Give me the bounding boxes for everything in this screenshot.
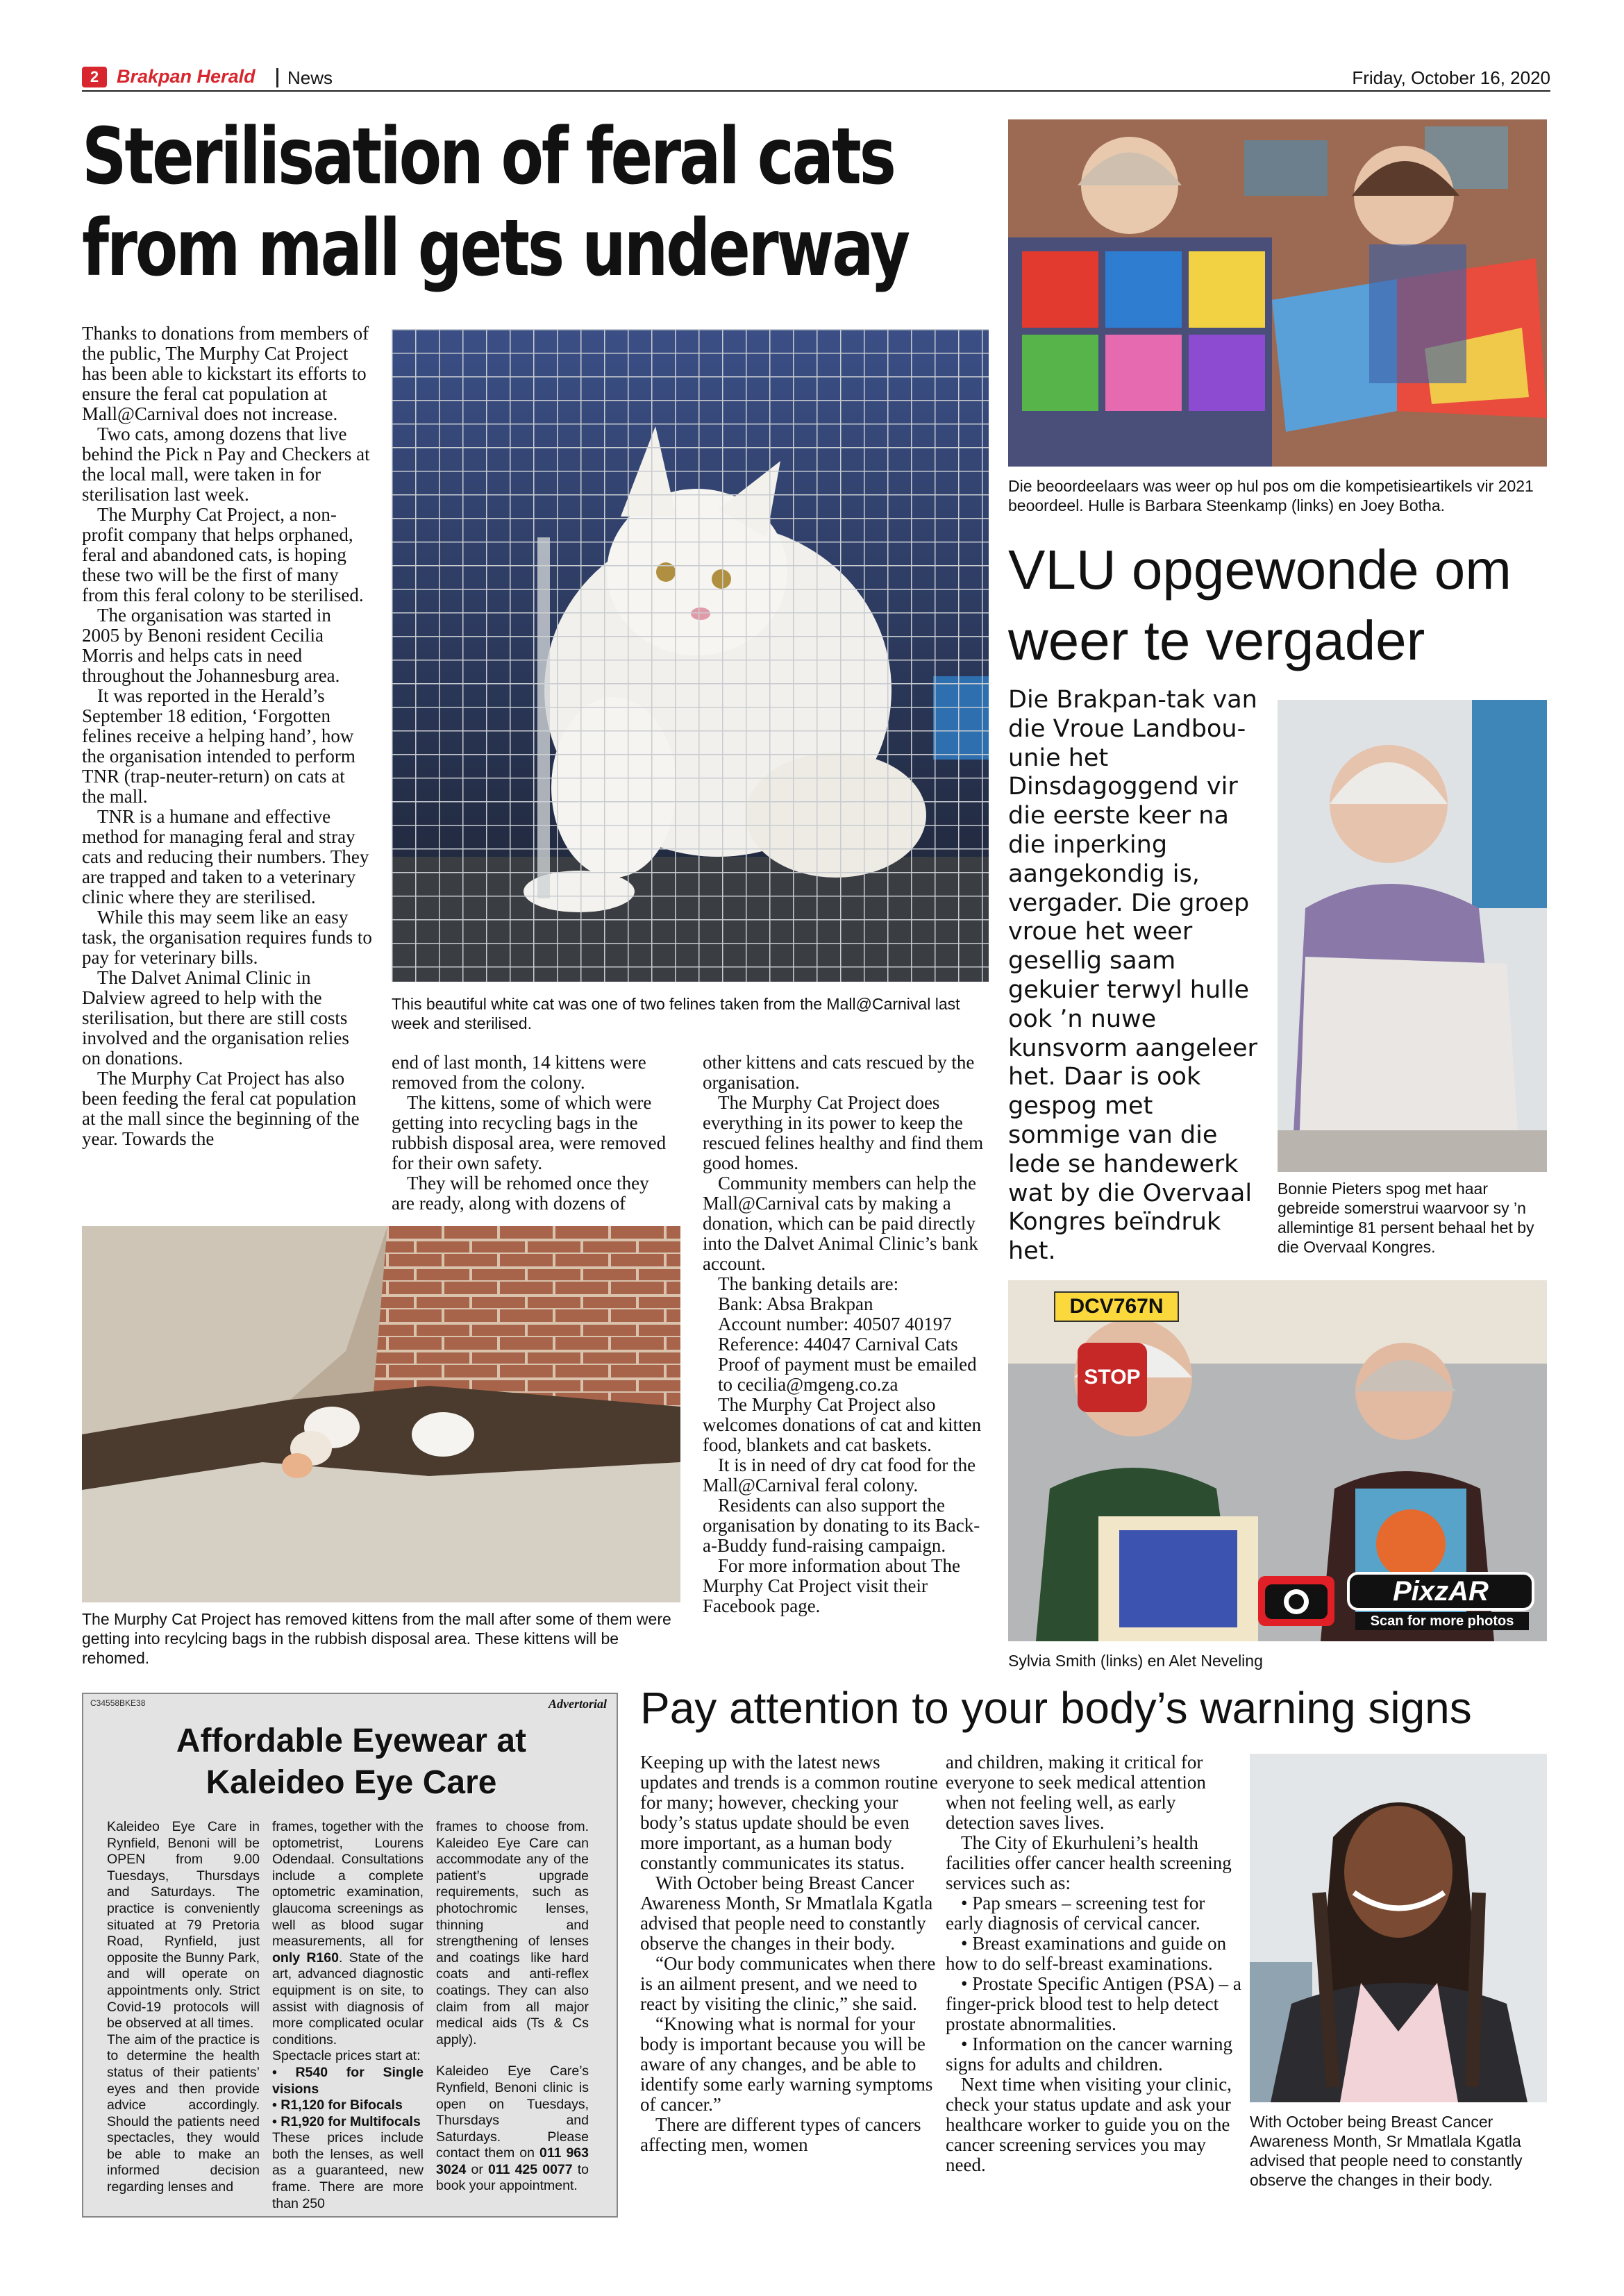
ad-tag: Advertorial — [549, 1697, 607, 1711]
paragraph: • Information on the cancer warning signs for adults and children. — [946, 2034, 1233, 2075]
camera-icon — [1258, 1576, 1334, 1626]
cats-headline: Sterilisation of feral cats from mall gets underway — [82, 112, 908, 294]
kittens-photo — [82, 1226, 680, 1602]
page-number-badge: 2 — [82, 67, 107, 87]
white-cat-photo — [392, 329, 989, 982]
paragraph: “Knowing what is normal for your body is important because you will be aware of any changes, and be able to identify some early warning symptoms of cancer.” — [640, 2013, 933, 2115]
header-divider — [276, 68, 278, 87]
paragraph: Bank: Absa Brakpan — [718, 1293, 873, 1314]
white-cat-caption: This beautiful white cat was one of two felines taken from the Mall@Carnival last week and sterilised. — [392, 995, 960, 1032]
vlu-headline: VLU opgewonde om weer te vergader — [1008, 539, 1512, 671]
licence-plate: DCV767N — [1054, 1291, 1179, 1322]
paragraph: The kittens, some of which were getting into recycling bags in the rubbish disposal area, were removed for their own safety. — [392, 1092, 667, 1173]
pixzar-logo: PixzAR — [1347, 1572, 1534, 1611]
cats-column-3 — [703, 1053, 990, 1616]
paragraph: Residents can also support the organisation by donating to its Back-a-Buddy fund-raising campaign. — [703, 1495, 980, 1556]
paragraph: There are different types of cancers affecting men, women — [640, 2114, 921, 2155]
paragraph: • Breast examinations and guide on how to do self-breast examinations. — [946, 1933, 1227, 1974]
paragraph: It was reported in the Herald’s September 18 edition, ‘Forgotten felines receive a helping hand’, how the organisation intended to perform TNR (trap-neuter-return) on cats at the mall. — [82, 685, 355, 807]
sylvia-photo — [1008, 1280, 1547, 1641]
cats-column-1 — [82, 324, 372, 1149]
paragraph: other kittens and cats rescued by the organisation. — [703, 1052, 975, 1093]
vlu-body: Die Brakpan-tak van die Vroue Landbou-unie het Dinsdagoggend vir die eerste keer na die inperking aangekondig is, vergader. Die groep vroue het weer gesellig saam gekuier terwyl hulle ook ’n nuwe kunsvorm aangeleer het. Daar is ook gespog met sommige van die lede se handewerk wat by die Overvaal Kongres beïndruk het. — [1008, 686, 1257, 1266]
paragraph: The Murphy Cat Project has also been feeding the feral cat population at the mall since the beginning of the year. Towards the — [82, 1068, 360, 1149]
ad-title: Affordable Eyewear at Kaleideo Eye Care — [176, 1723, 527, 1801]
health-column-1 — [640, 1752, 940, 2155]
paragraph: Thanks to donations from members of the public, The Murphy Cat Project has been able to kickstart its efforts to ensure the feral cat population at Mall@Carnival does not increase. — [82, 323, 369, 424]
ad-column-1: Kaleideo Eye Care in Rynfield, Benoni will be OPEN from 9.00 Tuesdays, Thursdays and Saturdays. The practice is conveniently situated at 79 Pretoria Road, Rynfield, just opposite the Bunny Park, and will operate on appointments only. Strict Covid-19 protocols will be observed at all times. The aim of the practice is to determine the health status of their patients’ eyes and then provide advice accordingly. Should the patients need spectacles, they would be able to make an informed decision regarding lenses and — [107, 1819, 260, 2195]
paragraph: The Dalvet Animal Clinic in Dalview agreed to help with the sterilisation, but there are still costs involved and the organisation relies on donations. — [82, 967, 349, 1069]
paragraph: For more information about The Murphy Cat Project visit their Facebook page. — [703, 1555, 960, 1616]
paragraph: Account number: 40507 40197 — [718, 1314, 952, 1334]
paragraph: end of last month, 14 kittens were removed from the colony. — [392, 1052, 646, 1093]
paragraph: The Murphy Cat Project does everything in its power to keep the rescued felines healthy and find them good homes. — [703, 1092, 984, 1173]
ad-column-3: frames to choose from. Kaleideo Eye Care can accommodate any of the patient’s upgrade requirements, such as photochromic lenses, thinning and strengthening of lenses and coatings like hard coats and anti-reflex coatings. They can also claim from all major medical aids (Ts & Cs apply). Kaleideo Eye Care’s Rynfield, Benoni clinic is open on Tuesdays, Thursdays and Saturdays. Please contact them on 011 963 3024 or 011 425 0077 to book your appointment. — [436, 1819, 589, 2194]
paragraph: Community members can help the Mall@Carnival cats by making a donation, which can be paid directly into the Dalvet Animal Clinic’s bank account. — [703, 1173, 978, 1274]
paper-name: Brakpan Herald — [117, 66, 256, 87]
ad-code: C34558BKE38 — [90, 1698, 146, 1708]
issue-date: Friday, October 16, 2020 — [1352, 67, 1550, 88]
paragraph: “Our body communicates when there is an ailment present, and we need to react by visiting the clinic,” she said. — [640, 1953, 936, 2014]
health-column-2 — [946, 1752, 1246, 2175]
paragraph: Keeping up with the latest news updates and trends is a common routine for many; however, checking your body’s status update should be even more important, as a human body constantly communicates its status. — [640, 1752, 938, 1873]
pixzar-tagline: Scan for more photos — [1355, 1612, 1529, 1630]
judges-caption: Die beoordeelaars was weer op hul pos om die kompetisieartikels vir 2021 beoordeel. Hulle is Barbara Steenkamp (links) en Joey Botha. — [1008, 477, 1534, 514]
bonnie-photo — [1278, 700, 1547, 1172]
eyewear-advertorial — [82, 1693, 618, 2218]
paragraph: and children, making it critical for everyone to seek medical attention when not feeling well, as early detection saves lives. — [946, 1752, 1206, 1833]
paragraph: The City of Ekurhuleni’s health facilities offer cancer health screening services such as: — [946, 1832, 1232, 1893]
paragraph: The organisation was started in 2005 by Benoni resident Cecilia Morris and helps cats in need throughout the Johannesburg area. — [82, 605, 340, 686]
paragraph: The Murphy Cat Project, a non-profit company that helps orphaned, feral and abandoned cats, is hoping these two will be the first of many from this feral colony to be sterilised. — [82, 504, 364, 605]
sylvia-caption: Sylvia Smith (links) en Alet Neveling — [1008, 1652, 1263, 1670]
nurse-caption: With October being Breast Cancer Awareness Month, Sr Mmatlala Kgatla advised that people need to constantly observe the changes in their body. — [1250, 2113, 1523, 2189]
ad-column-2: frames, together with the optometrist, Lourens Odendaal. Consultations include a complete optometric examination, glaucoma screenings as well as blood sugar measurements, all for only R160. State of the art, advanced diagnostic equipment is on site, to assist with diagnosis of more complicated ocular conditions. Spectacle prices start at: • R540 for Single visions • R1,120 for Bifocals • R1,920 for Multifocals These prices include both the lenses, as well as a guaranteed, new frame. There are more than 250 — [272, 1819, 424, 2211]
pixzar-badge[interactable] — [1258, 1572, 1543, 1632]
paragraph: • Pap smears – screening test for early diagnosis of cervical cancer. — [946, 1893, 1205, 1934]
paragraph: While this may seem like an easy task, the organisation requires funds to pay for veterinary bills. — [82, 907, 372, 968]
page-header — [82, 64, 1550, 92]
paragraph: Next time when visiting your clinic, check your status update and ask your healthcare worker to guide you on the cancer screening services you may need. — [946, 2074, 1232, 2175]
paragraph: It is in need of dry cat food for the Mall@Carnival feral colony. — [703, 1455, 976, 1495]
paragraph: They will be rehomed once they are ready, along with dozens of — [392, 1173, 649, 1214]
paragraph: With October being Breast Cancer Awareness Month, Sr Mmatlala Kgatla advised that people need to constantly observe the changes in their body. — [640, 1872, 933, 1954]
paragraph: The Murphy Cat Project also welcomes donations of cat and kitten food, blankets and cat baskets. — [703, 1394, 982, 1455]
judges-photo — [1008, 119, 1547, 467]
paragraph: Reference: 44047 Carnival Cats — [718, 1334, 958, 1355]
section-label: News — [287, 67, 333, 88]
paragraph: The banking details are: — [718, 1273, 899, 1294]
paragraph: Proof of payment must be emailed to cecilia@mgeng.co.za — [718, 1354, 977, 1395]
kittens-caption: The Murphy Cat Project has removed kittens from the mall after some of them were getting into recylcing bags in the rubbish disposal area. These kittens will be rehomed. — [82, 1610, 671, 1667]
paragraph: Two cats, among dozens that live behind the Pick n Pay and Checkers at the local mall, were taken in for sterilisation last week. — [82, 424, 370, 505]
stop-sign: STOP — [1078, 1343, 1147, 1412]
paragraph: TNR is a humane and effective method for managing feral and stray cats and reducing their numbers. They are trapped and taken to a veterinary clinic where they are sterilised. — [82, 806, 369, 907]
cats-column-2 — [392, 1053, 676, 1214]
bonnie-caption: Bonnie Pieters spog met haar gebreide somerstrui waarvoor sy ’n allemintige 81 persent behaal het by die Overvaal Kongres. — [1278, 1180, 1534, 1256]
paragraph: • Prostate Specific Antigen (PSA) – a finger-prick blood test to help detect prostate abnormalities. — [946, 1973, 1241, 2034]
health-headline: Pay attention to your body’s warning signs — [640, 1683, 1472, 1733]
nurse-photo — [1250, 1754, 1547, 2102]
